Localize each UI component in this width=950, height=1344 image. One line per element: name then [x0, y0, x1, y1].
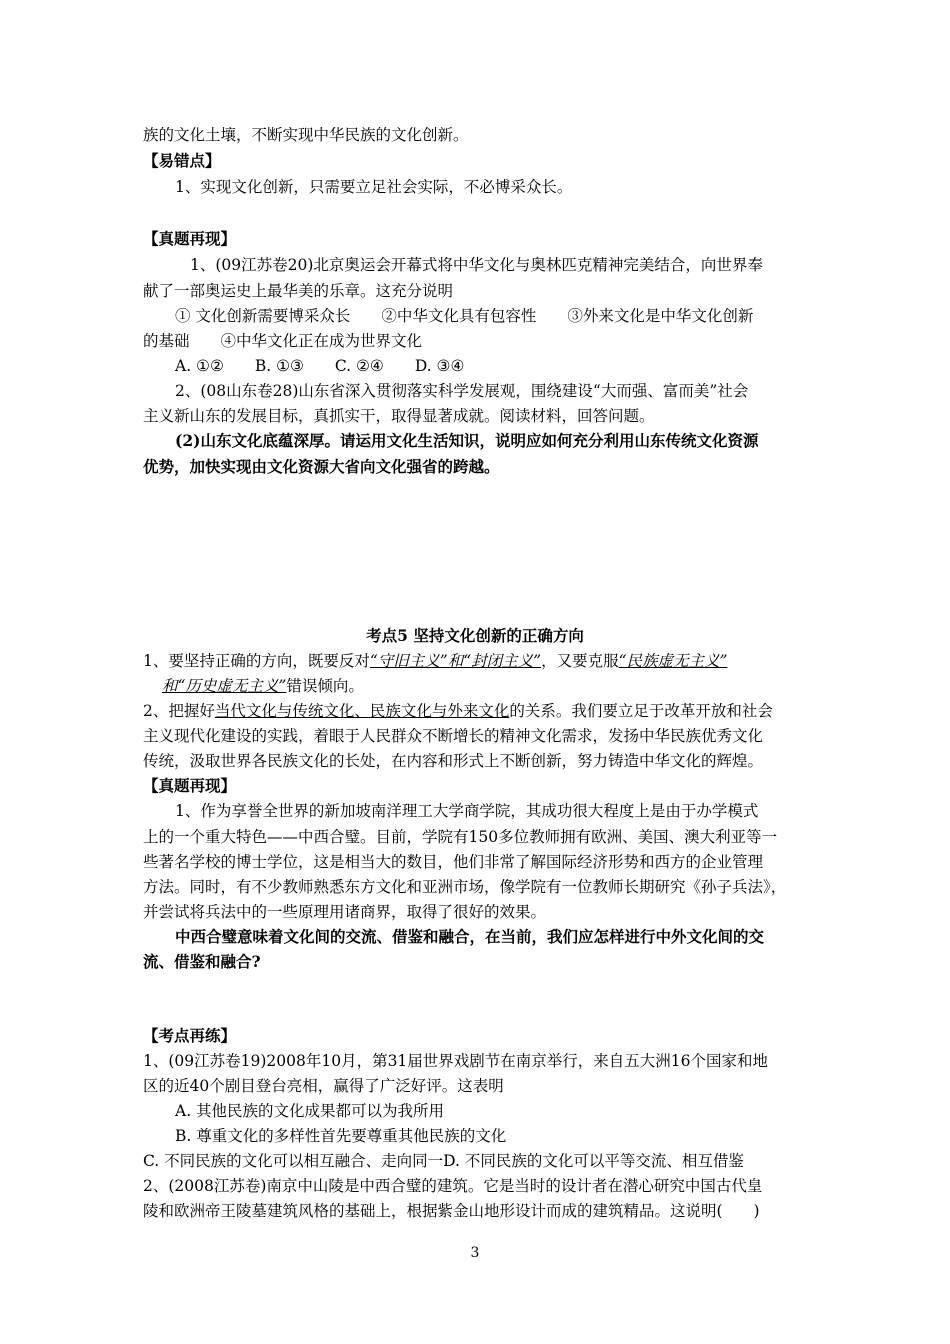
text-line	[143, 650, 727, 672]
question-text: 区的近40个剧目登台亮相，赢得了广泛好评。这表明	[143, 1077, 504, 1095]
question-prompt: 中西合璧意味着文化间的交流、借鉴和融合，在当前，我们应怎样进行中外文化间的交	[175, 927, 765, 946]
section-title: 考点5 坚持文化创新的正确方向	[366, 626, 584, 645]
section-heading-practice: 【考点再练】	[143, 1026, 237, 1045]
text-span: 的关系。我们要立足于改革开放和社会	[509, 702, 773, 720]
question-text: 1、作为享誉全世界的新加坡南洋理工大学商学院，其成功很大程度上是由于办学模式	[175, 802, 759, 820]
text-span: 1、要坚持正确的方向，既要反对	[143, 652, 370, 670]
text-line: 1、实现文化创新，只需要立足社会实际，不必博采众长。	[175, 178, 573, 196]
question-text: 并尝试将兵法中的一些原理用诸商界，取得了很好的效果。	[143, 903, 547, 921]
question-text: 方法。同时，有不少教师熟悉东方文化和亚洲市场，像学院有一位教师长期研究《孙子兵法》，	[143, 878, 787, 896]
text-line: 主义现代化建设的实践，着眼于人民群众不断增长的精神文化需求，发扬中华民族优秀文化	[143, 727, 764, 745]
question-text: 上的一个重大特色——中西合璧。目前，学院有150多位教师拥有欧洲、美国、澳大利亚等一	[143, 828, 778, 846]
question-text: 1、(09江苏卷19)2008年10月，第31届世界戏剧节在南京举行，来自五大洲16个国家和地	[143, 1052, 769, 1070]
text-line	[143, 700, 773, 722]
section-heading-error-prone: 【易错点】	[143, 151, 221, 170]
answer-choice: C. 不同民族的文化可以相互融合、走向同一D. 不同民族的文化可以平等交流、相互借鉴	[143, 1152, 744, 1170]
question-text: 些著名学校的博士学位，这是相当大的数目，他们非常了解国际经济形势和西方的企业管理	[143, 853, 764, 871]
text-span: 错误倾向。	[286, 677, 364, 695]
question-text: 献了一部奥运史上最华美的乐章。这充分说明	[143, 282, 454, 300]
section-heading-real-exam: 【真题再现】	[143, 229, 237, 248]
underlined-term: 和“历史虚无主义”	[162, 677, 287, 695]
text-span: ，又要克服	[541, 652, 619, 670]
text-line	[162, 675, 364, 697]
answer-choices: A. ①② B. ①③ C. ②④ D. ③④	[175, 357, 465, 375]
answer-choice: A. 其他民族的文化成果都可以为我所用	[175, 1102, 445, 1120]
question-options: ① 文化创新需要博采众长 ②中华文化具有包容性 ③外来文化是中华文化创新	[175, 307, 754, 325]
question-options: 的基础 ④中华文化正在成为世界文化	[143, 332, 423, 350]
underlined-term: “民族虚无主义”	[618, 652, 728, 670]
text-line: 族的文化土壤，不断实现中华民族的文化创新。	[143, 126, 469, 144]
question-prompt: 流、借鉴和融合?	[143, 952, 261, 971]
question-text: 主义新山东的发展目标，真抓实干，取得显著成就。阅读材料，回答问题。	[143, 407, 655, 425]
question-text: 2、(08山东卷28)山东省深入贯彻落实科学发展观，围绕建设“大而强、富而美”社会	[175, 382, 749, 400]
underlined-term: “守旧主义”和“封闭主义”	[369, 652, 542, 670]
question-text: 陵和欧洲帝王陵墓建筑风格的基础上，根据紫金山地形设计而成的建筑精品。这说明( )	[143, 1202, 760, 1220]
underlined-term: 当代文化与传统文化、民族文化与外来文化	[214, 702, 510, 720]
question-text: 1、(09江苏卷20)北京奥运会开幕式将中华文化与奥林匹克精神完美结合，向世界奉	[190, 256, 763, 274]
text-span: 2、把握好	[143, 702, 215, 720]
question-prompt: (2)山东文化底蕴深厚。请运用文化生活知识，说明应如何充分利用山东传统文化资源	[175, 431, 759, 450]
question-text: 2、(2008江苏卷)南京中山陵是中西合璧的建筑。它是当时的设计者在潜心研究中国古代皇	[143, 1177, 763, 1195]
question-prompt: 优势，加快实现由文化资源大省向文化强省的跨越。	[143, 457, 500, 476]
text-line: 传统，汲取世界各民族文化的长处，在内容和形式上不断创新，努力铸造中华文化的辉煌。	[143, 752, 764, 770]
section-heading-real-exam: 【真题再现】	[143, 776, 237, 795]
answer-choice: B. 尊重文化的多样性首先要尊重其他民族的文化	[175, 1127, 507, 1145]
page-number: 3	[470, 1245, 480, 1261]
